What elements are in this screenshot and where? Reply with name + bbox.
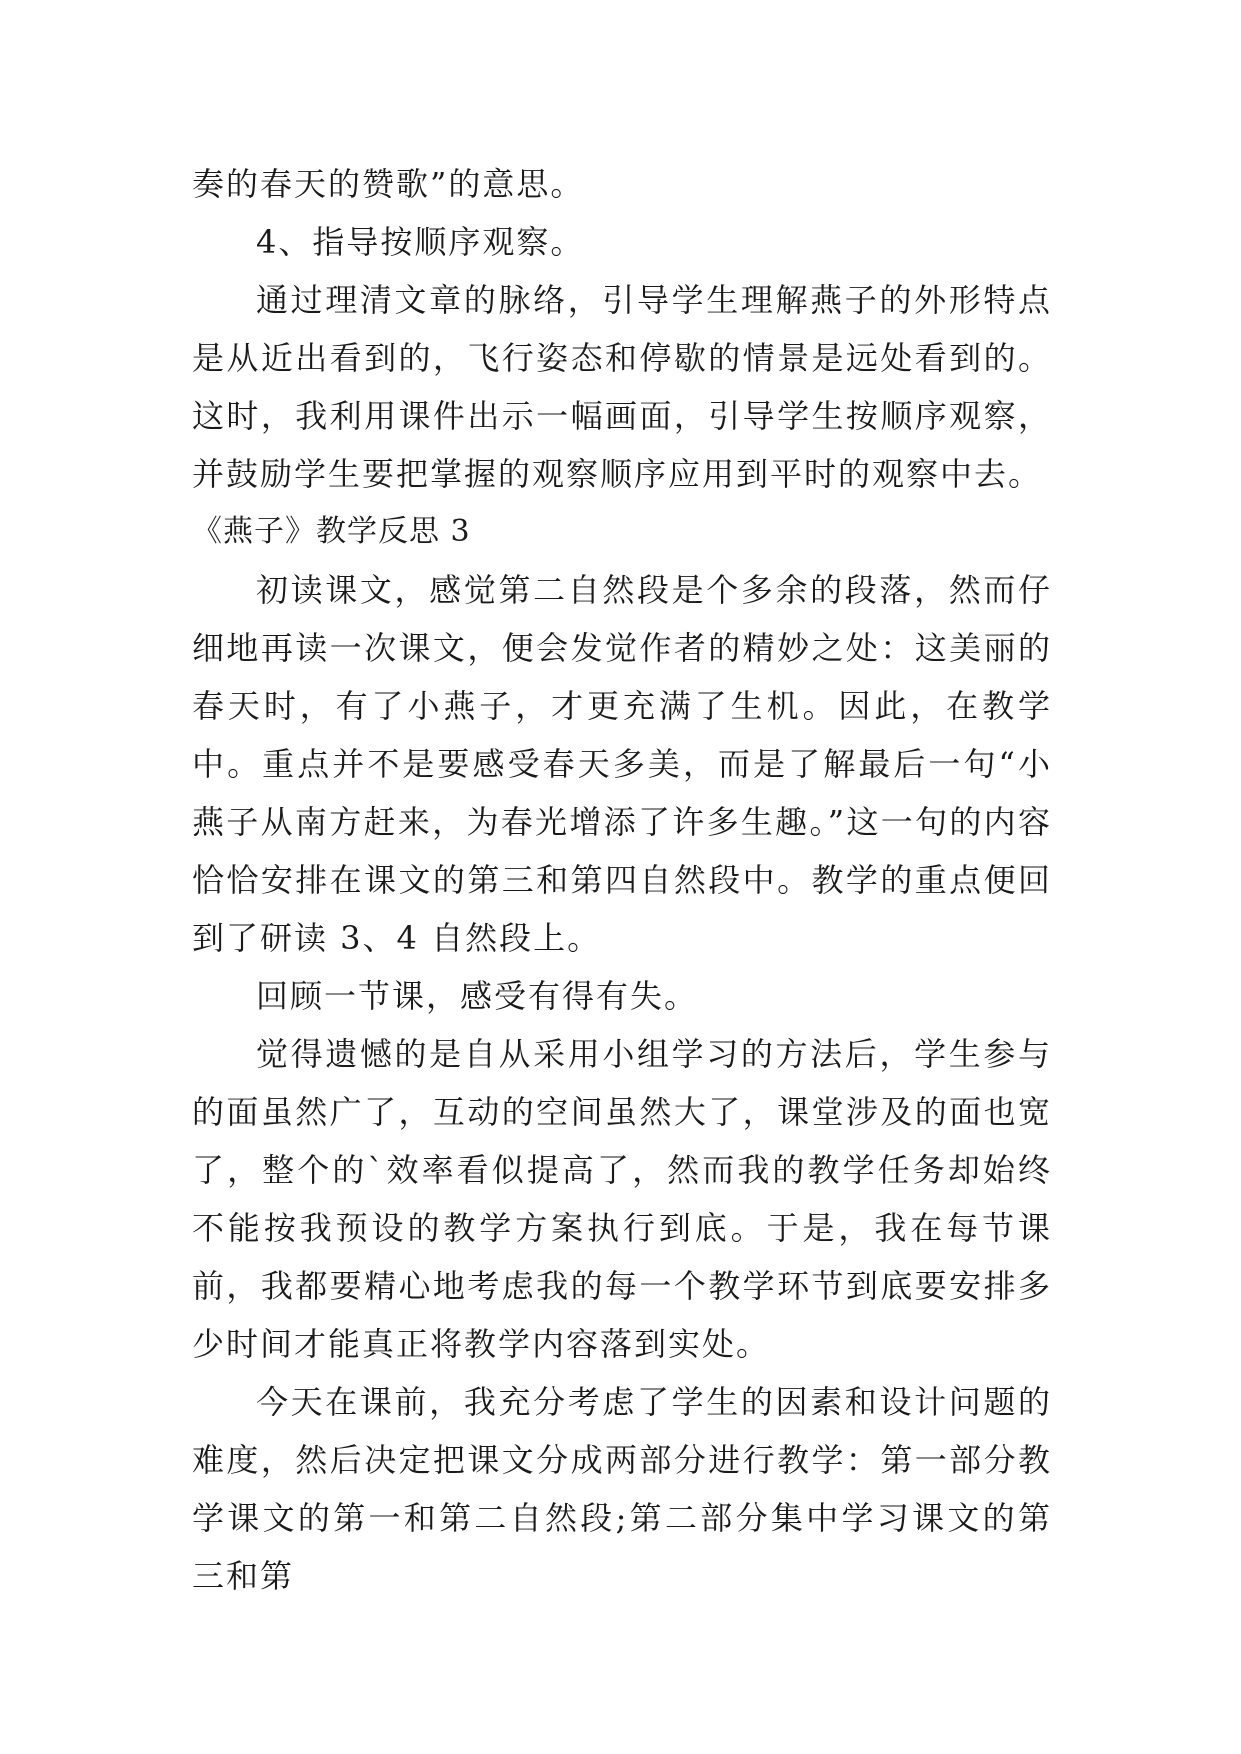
section-heading: 《燕子》教学反思 3 — [192, 514, 471, 549]
paragraph-first-reading: 初读课文，感觉第二自然段是个多余的段落，然而仔细地再读一次课文，便会发觉作者的精妙之处：这美丽的春天时，有了小燕子，才更充满了生机。因此，在教学中。重点并不是要感受春天多美，而是了解最后一句“小燕子从南方赶来，为春光增添了许多生趣。”这一句的内容恰恰安排在课文的第三和第四自然段中。教学的重点便回到了研读 3、4 自然段上。 — [192, 571, 1052, 957]
document-body — [192, 155, 1052, 1605]
paragraph-observation: 通过理清文章的脉络，引导学生理解燕子的外形特点是从近出看到的，飞行姿态和停歇的情景是远处看到的。这时，我利用课件出示一幅画面，引导学生按顺序观察，并鼓励学生要把掌握的观察顺序应用到平时的观察中去。 — [192, 281, 1052, 493]
paragraph-review: 回顾一节课，感受有得有失。 — [256, 977, 699, 1015]
paragraph-step-4: 4、指导按顺序观察。 — [256, 223, 585, 261]
paragraph-regret: 觉得遗憾的是自从采用小组学习的方法后，学生参与的面虽然广了，互动的空间虽然大了，课堂涉及的面也宽了，整个的`效率看似提高了，然而我的教学任务却始终不能按我预设的教学方案执行到底。于是，我在每节课前，我都要精心地考虑我的每一个教学环节到底要安排多少时间才能真正将教学内容落到实处。 — [192, 1035, 1052, 1363]
paragraph-today: 今天在课前，我充分考虑了学生的因素和设计问题的难度，然后决定把课文分成两部分进行教学：第一部分教学课文的第一和第二自然段;第二部分集中学习课文的第三和第 — [192, 1383, 1052, 1595]
paragraph-continuation: 奏的春天的赞歌”的意思。 — [192, 165, 585, 203]
